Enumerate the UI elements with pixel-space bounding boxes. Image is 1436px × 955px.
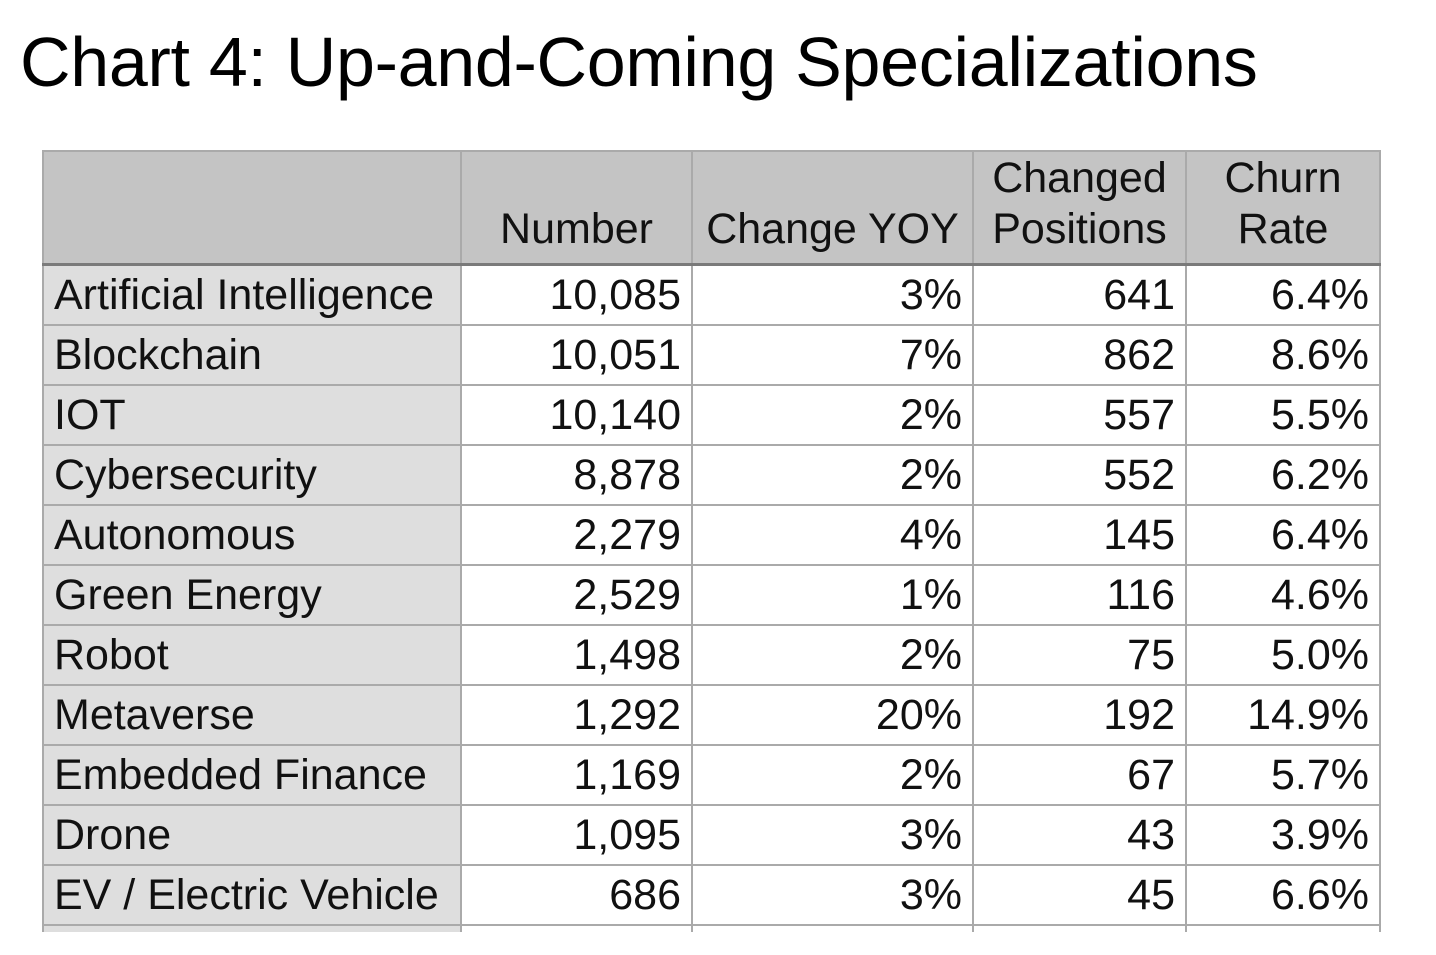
header-line2: Rate: [1237, 204, 1329, 253]
table-cell: 557: [973, 385, 1186, 445]
table-cell: 5.7%: [1186, 745, 1380, 805]
table-cell: [1186, 925, 1380, 932]
table-cell: 2%: [692, 385, 973, 445]
header-specialization: [43, 151, 461, 264]
table-cell: 8,878: [461, 445, 692, 505]
table-cell: 10,051: [461, 325, 692, 385]
header-changed-positions: [973, 151, 1186, 264]
table-cell: 3.9%: [1186, 805, 1380, 865]
row-label: Green Energy: [43, 565, 461, 625]
table-cell: 686: [461, 865, 692, 925]
table-cell: 2,279: [461, 505, 692, 565]
table-cell: 14.9%: [1186, 685, 1380, 745]
table-cell: 10,140: [461, 385, 692, 445]
table-cell: 1,498: [461, 625, 692, 685]
table-row: [43, 445, 1380, 505]
table-cell: 1,169: [461, 745, 692, 805]
table-cell: 6.2%: [1186, 445, 1380, 505]
table-cell: 4.6%: [1186, 565, 1380, 625]
header-line1: Churn: [1224, 153, 1342, 202]
table-cell: 641: [973, 264, 1186, 325]
table-cell: 1%: [692, 565, 973, 625]
table-cell: 6.6%: [1186, 865, 1380, 925]
table-cell: [43, 925, 461, 932]
table-cell: [461, 925, 692, 932]
table-cell: 45: [973, 865, 1186, 925]
specializations-table: [42, 150, 1381, 932]
header-line2: Change YOY: [706, 204, 959, 253]
table-cell: 3%: [692, 865, 973, 925]
table-cell: 7%: [692, 325, 973, 385]
table-row: [43, 745, 1380, 805]
row-label: Autonomous: [43, 505, 461, 565]
table-row: [43, 385, 1380, 445]
table-cell: 116: [973, 565, 1186, 625]
table-cell: 2%: [692, 445, 973, 505]
header-line1: Changed: [992, 153, 1167, 202]
table-cell: 5.5%: [1186, 385, 1380, 445]
table-cell: 2%: [692, 625, 973, 685]
table-row: [43, 685, 1380, 745]
table-cell: 3%: [692, 805, 973, 865]
table-body: [43, 264, 1380, 932]
table-row: [43, 625, 1380, 685]
table-cell: 43: [973, 805, 1186, 865]
header-line2: Positions: [992, 204, 1167, 253]
table-cell: 145: [973, 505, 1186, 565]
table-cell: 2,529: [461, 565, 692, 625]
table-row: [43, 865, 1380, 925]
table-row-cut-off: [43, 925, 1380, 932]
row-label: IOT: [43, 385, 461, 445]
chart-title: Chart 4: Up-and-Coming Specializations: [20, 23, 1258, 101]
table-cell: 10,085: [461, 264, 692, 325]
table-cell: 6.4%: [1186, 264, 1380, 325]
row-label: Embedded Finance: [43, 745, 461, 805]
table-cell: 3%: [692, 264, 973, 325]
row-label: Blockchain: [43, 325, 461, 385]
table-cell: 75: [973, 625, 1186, 685]
table-cell: [692, 925, 973, 932]
table-cell: 5.0%: [1186, 625, 1380, 685]
row-label: Cybersecurity: [43, 445, 461, 505]
table-row: [43, 264, 1380, 325]
row-label: Artificial Intelligence: [43, 264, 461, 325]
header-churn-rate: [1186, 151, 1380, 264]
header-line2: Number: [500, 204, 653, 253]
table-row: [43, 805, 1380, 865]
table-cell: 2%: [692, 745, 973, 805]
row-label: Drone: [43, 805, 461, 865]
table-row: [43, 505, 1380, 565]
row-label: Metaverse: [43, 685, 461, 745]
header-row: [43, 151, 1380, 264]
table-cell: 862: [973, 325, 1186, 385]
row-label: Robot: [43, 625, 461, 685]
table-row: [43, 565, 1380, 625]
table-cell: 552: [973, 445, 1186, 505]
table-cell: 6.4%: [1186, 505, 1380, 565]
table-row: [43, 325, 1380, 385]
header-change-yoy: [692, 151, 973, 264]
table-cell: [973, 925, 1186, 932]
table-cell: 4%: [692, 505, 973, 565]
table-cell: 20%: [692, 685, 973, 745]
table-cell: 1,292: [461, 685, 692, 745]
table-cell: 67: [973, 745, 1186, 805]
row-label: EV / Electric Vehicle: [43, 865, 461, 925]
table-cell: 1,095: [461, 805, 692, 865]
table-cell: 8.6%: [1186, 325, 1380, 385]
table-cell: 192: [973, 685, 1186, 745]
header-number: [461, 151, 692, 264]
